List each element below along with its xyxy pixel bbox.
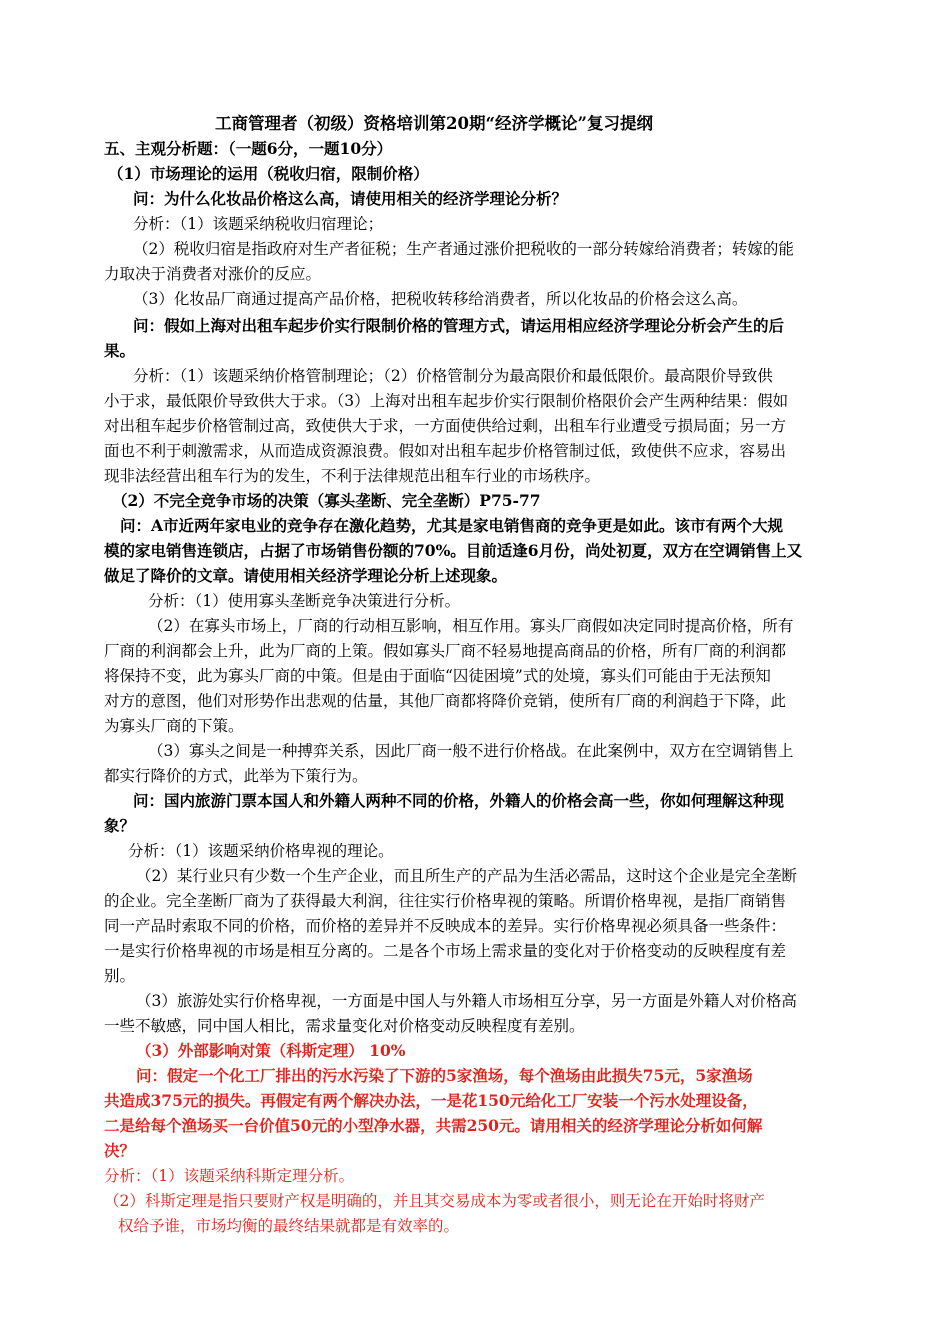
q1-analysis-2-line2: 力取决于消费者对涨价的反应。 [104,265,322,283]
subsection-heading-2: （2）不完全竞争市场的决策（寡头垄断、完全垄断）P75-77 [112,491,541,510]
q3-analysis-2-line3: 将保持不变，此为寡头厂商的中策。但是由于面临“囚徒困境”式的处境，寡头们可能由于无法预知 [104,667,771,685]
question-3-line2: 模的家电销售连锁店，占据了市场销售份额的70%。目前适逢6月份，尚处初夏，双方在空调销售上又 [104,541,803,560]
q4-analysis-2-line4: 一是实行价格卑视的市场是相互分离的。二是各个市场上需求量的变化对于价格变动的反映程度有差 [104,942,787,960]
question-2-line2: 果。 [104,341,136,360]
subsection-heading-1: （1）市场理论的运用（税收归宿，限制价格） [108,164,429,183]
document-title: 工商管理者（初级）资格培训第20期“经济学概论”复习提纲 [215,114,653,133]
q2-analysis-line2: 小于求，最低限价导致供大于求。（3）上海对出租车起步价实行限制价格限价会产生两种结果：假如 [104,392,789,410]
q3-analysis-1: 分析：（1）使用寡头垄断竞争决策进行分析。 [148,592,461,610]
question-5-line1: 问：假定一个化工厂排出的污水污染了下游的5家渔场，每个渔场由此损失75元，5家渔场 [136,1066,753,1085]
q2-analysis-line1: 分析：（1）该题采纳价格管制理论；（2）价格管制分为最高限价和最低限价。最高限价导致供 [133,367,773,385]
q2-analysis-line4: 面也不利于刺激需求，从而造成资源浪费。假如对出租车起步价格管制过低，致使供不应求，容易出 [104,442,787,460]
question-4-line1: 问：国内旅游门票本国人和外籍人两种不同的价格，外籍人的价格会高一些，你如何理解这种现 [133,791,785,810]
subsection-heading-3: （3）外部影响对策（科斯定理） 10% [136,1041,406,1060]
q1-analysis-2-line1: （2）税收归宿是指政府对生产者征税；生产者通过涨价把税收的一部分转嫁给消费者；转嫁的能 [133,240,794,258]
q3-analysis-3-line1: （3）寡头之间是一种搏弈关系，因此厂商一般不进行价格战。在此案例中，双方在空调销售上 [148,742,794,760]
q3-analysis-2-line5: 为寡头厂商的下策。 [104,717,244,735]
q4-analysis-1: 分析：（1）该题采纳价格卑视的理论。 [128,842,394,860]
q4-analysis-2-line5: 别。 [104,967,136,985]
q5-analysis-2-line1: （2）科斯定理是指只要财产权是明确的，并且其交易成本为零或者很小，则无论在开始时将财产 [104,1192,765,1210]
q3-analysis-3-line2: 都实行降价的方式，此举为下策行为。 [104,767,368,785]
q5-analysis-2-line2: 权给予谁，市场均衡的最终结果就都是有效率的。 [118,1217,460,1235]
question-3-line1: 问：A市近两年家电业的竞争存在激化趋势，尤其是家电销售商的竞争更是如此。该市有两个大规 [120,516,784,535]
q2-analysis-line5: 现非法经营出租车行为的发生，不利于法律规范出租车行业的市场秩序。 [104,467,601,485]
question-2-line1: 问：假如上海对出租车起步价实行限制价格的管理方式，请运用相应经济学理论分析会产生的后 [133,316,785,335]
question-5-line2: 共造成375元的损失。再假定有两个解决办法，一是花150元给化工厂安装一个污水处理设备， [104,1091,758,1110]
q4-analysis-2-line1: （2）某行业只有少数一个生产企业，而且所生产的产品为生活必需品，这时这个企业是完全垄断 [136,867,797,885]
section-heading: 五、主观分析题：（一题6分，一题10分） [104,139,393,158]
question-3-line3: 做足了降价的文章。请使用相关经济学理论分析上述现象。 [104,566,508,585]
q3-analysis-2-line4: 对方的意图，他们对形势作出悲观的估量，其他厂商都将降价竞销，使所有厂商的利润趋于下降，此 [104,692,787,710]
q4-analysis-3-line2: 一些不敏感，同中国人相比，需求量变化对价格变动反映程度有差别。 [104,1017,585,1035]
q2-analysis-line3: 对出租车起步价格管制过高，致使供大于求，一方面使供给过剩，出租车行业遭受亏损局面；另一方 [104,417,787,435]
q4-analysis-2-line3: 同一产品时索取不同的价格，而价格的差异并不反映成本的差异。实行价格卑视必须具备一些条件： [104,917,787,935]
q3-analysis-2-line1: （2）在寡头市场上，厂商的行动相互影响，相互作用。寡头厂商假如决定同时提高价格，所有 [148,617,794,635]
q1-analysis-1: 分析：（1）该题采纳税收归宿理论； [133,215,384,233]
question-5-line4: 决？ [104,1141,136,1160]
question-4-line2: 象？ [104,816,136,835]
question-5-line3: 二是给每个渔场买一台价值50元的小型净水器，共需250元。请用相关的经济学理论分析如何解 [104,1116,763,1135]
q4-analysis-2-line2: 的企业。完全垄断厂商为了获得最大利润，往往实行价格卑视的策略。所谓价格卑视，是指厂商销售 [104,892,787,910]
q1-analysis-3: （3）化妆品厂商通过提高产品价格，把税收转移给消费者，所以化妆品的价格会这么高。 [133,290,748,308]
question-1: 问：为什么化妆品价格这么高，请使用相关的经济学理论分析？ [133,189,568,208]
q4-analysis-3-line1: （3）旅游处实行价格卑视，一方面是中国人与外籍人市场相互分享，另一方面是外籍人对价格高 [136,992,797,1010]
q5-analysis-1: 分析：（1）该题采纳科斯定理分析。 [104,1167,355,1185]
q3-analysis-2-line2: 厂商的利润都会上升，此为厂商的上策。假如寡头厂商不轻易地提高商品的价格，所有厂商的利润都 [104,642,787,660]
